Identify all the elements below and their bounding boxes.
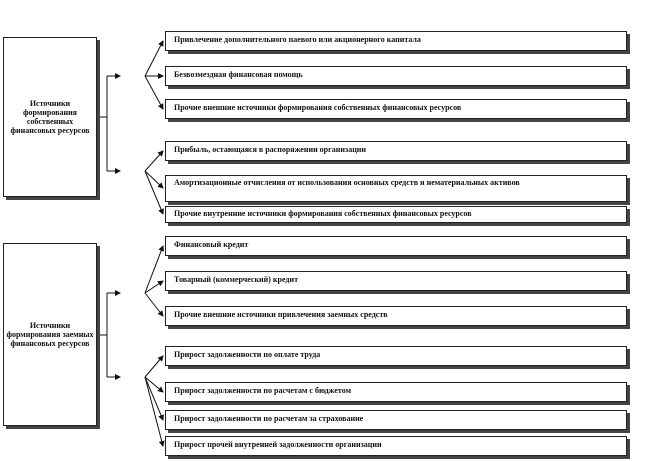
item-additional-capital: Привлечение дополнительного паевого или акционерного капитала xyxy=(165,31,627,51)
branch-g2-a xyxy=(145,246,163,293)
branch-g1-f xyxy=(145,171,163,214)
item-retained-profit: Прибыль, остающаяся в распоряжении организации xyxy=(165,141,627,161)
branch-g2-c xyxy=(145,293,163,316)
item-gratuitous-aid: Безвозмездная финансовая помощь xyxy=(165,66,627,86)
branch-g1-d xyxy=(145,151,163,171)
item-commodity-credit: Товарный (коммерческий) кредит xyxy=(165,271,627,291)
item-other-external-borrowed: Прочие внешние источники привлечения заемных средств xyxy=(165,306,627,326)
branch-g1-a xyxy=(145,41,163,76)
item-budget-liabilities: Прирост задолженности по расчетам с бюджетом xyxy=(165,382,627,402)
branch-g2-d xyxy=(145,356,163,377)
branch-g2-g xyxy=(145,377,163,446)
item-financial-credit: Финансовый кредит xyxy=(165,236,627,256)
source-box-borrowed-resources: Источники формирования заемных финансовых ресурсов xyxy=(3,243,97,426)
item-depreciation: Амортизационные отчисления от использования основных средств и нематериальных активов xyxy=(165,175,627,202)
item-wage-liabilities: Прирост задолженности по оплате труда xyxy=(165,346,627,366)
source-box-own-resources: Источники формирования собственных финансовых ресурсов xyxy=(3,37,97,197)
item-other-internal-liabilities: Прирост прочей внутренней задолженности организации xyxy=(165,436,627,456)
branch-g2-f xyxy=(145,377,163,420)
item-other-internal-own: Прочие внутренние источники формирования собственных финансовых ресурсов xyxy=(165,206,627,223)
branch-g1-c xyxy=(145,76,163,109)
branch-g1-e xyxy=(145,171,163,188)
item-insurance-liabilities: Прирост задолженности по расчетам за страхование xyxy=(165,410,627,430)
item-other-external-own: Прочие внешние источники формирования собственных финансовых ресурсов xyxy=(165,99,627,119)
